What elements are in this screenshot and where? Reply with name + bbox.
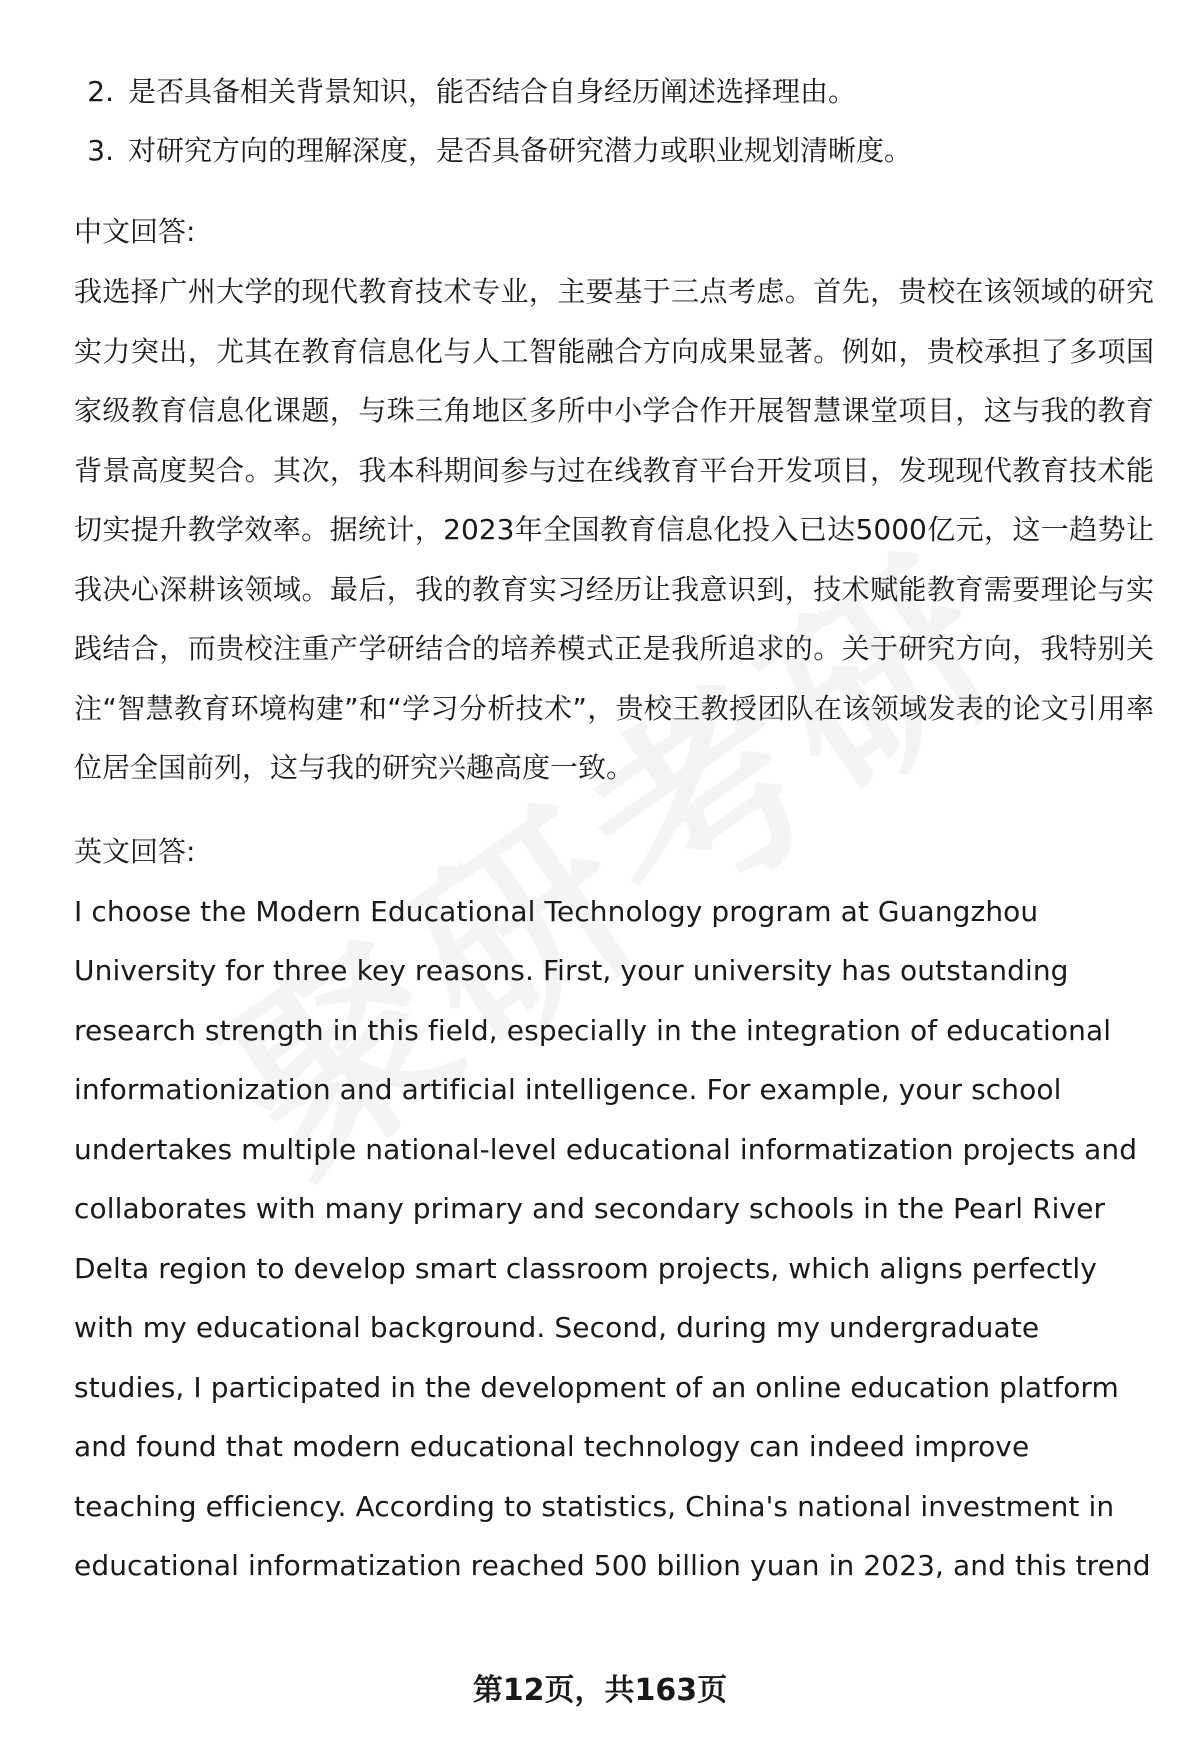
- list-item-number: 3.: [87, 134, 114, 167]
- english-line: and found that modern educational technology can indeed improve: [74, 1430, 1030, 1463]
- english-line: Delta region to develop smart classroom projects, which aligns perfectly: [74, 1251, 1097, 1285]
- english-line: collaborates with many primary and secondary schools in the Pearl River: [74, 1192, 1106, 1225]
- english-line: educational informatization reached 500 billion yuan in 2023, and this trend: [74, 1549, 1151, 1582]
- english-line: research strength in this field, especially in the integration of educational: [74, 1013, 1112, 1047]
- chinese-answer-text: 我选择广州大学的现代教育技术专业，主要基于三点考虑。首先，贵校在该领域的研究实力突出，尤其在教育信息化与人工智能融合方向成果显著。例如，贵校承担了多项国家级教育信息化课题，与珠三角地区多所中小学合作开展智慧课堂项目，这与我的教育背景高度契合。其次，我本科期间参与过在线教育平台开发项目，发现现代教育技术能切实提升教学效率。据统计，2023年全国教育信息化投入已达5000亿元，这一趋势让我决心深耕该领域。最后，我的教育实习经历让我意识到，技术赋能教育需要理论与实践结合，而贵校注重产学研结合的培养模式正是我所追求的。关于研究方向，我特别关注“智慧教育环境构建”和“学习分析技术”，贵校王教授团队在该领域发表的论文引用率位居全国前列，这与我的研究兴趣高度一致。: [74, 275, 1154, 784]
- criteria-list: [74, 62, 1154, 180]
- english-line: with my educational background. Second, during my undergraduate: [74, 1311, 1040, 1344]
- chinese-answer-label: 中文回答:: [74, 215, 196, 248]
- english-line: undertakes multiple national-level educational informatization projects and: [74, 1132, 1138, 1166]
- english-line: I choose the Modern Educational Technology program at Guangzhou: [74, 894, 1039, 928]
- document-body: [74, 62, 1154, 1596]
- page-number: 第12页，共163页: [472, 1673, 728, 1708]
- list-item: [74, 62, 1154, 121]
- english-line: teaching efficiency. According to statistics, China's national investment in: [74, 1489, 1115, 1523]
- list-item: [74, 121, 1154, 180]
- list-item-text: 对研究方向的理解深度，是否具备研究潜力或职业规划清晰度。: [128, 134, 913, 167]
- list-item-text: 是否具备相关背景知识，能否结合自身经历阐述选择理由。: [128, 75, 857, 108]
- english-line: University for three key reasons. First, your university has outstanding: [74, 954, 1069, 987]
- english-line: informationization and artificial intelligence. For example, your school: [74, 1073, 1062, 1106]
- english-line: studies, I participated in the development of an online education platform: [74, 1370, 1119, 1404]
- english-answer-text: [74, 882, 1154, 1596]
- list-item-number: 2.: [87, 75, 114, 108]
- english-answer-label: 英文回答:: [74, 834, 196, 868]
